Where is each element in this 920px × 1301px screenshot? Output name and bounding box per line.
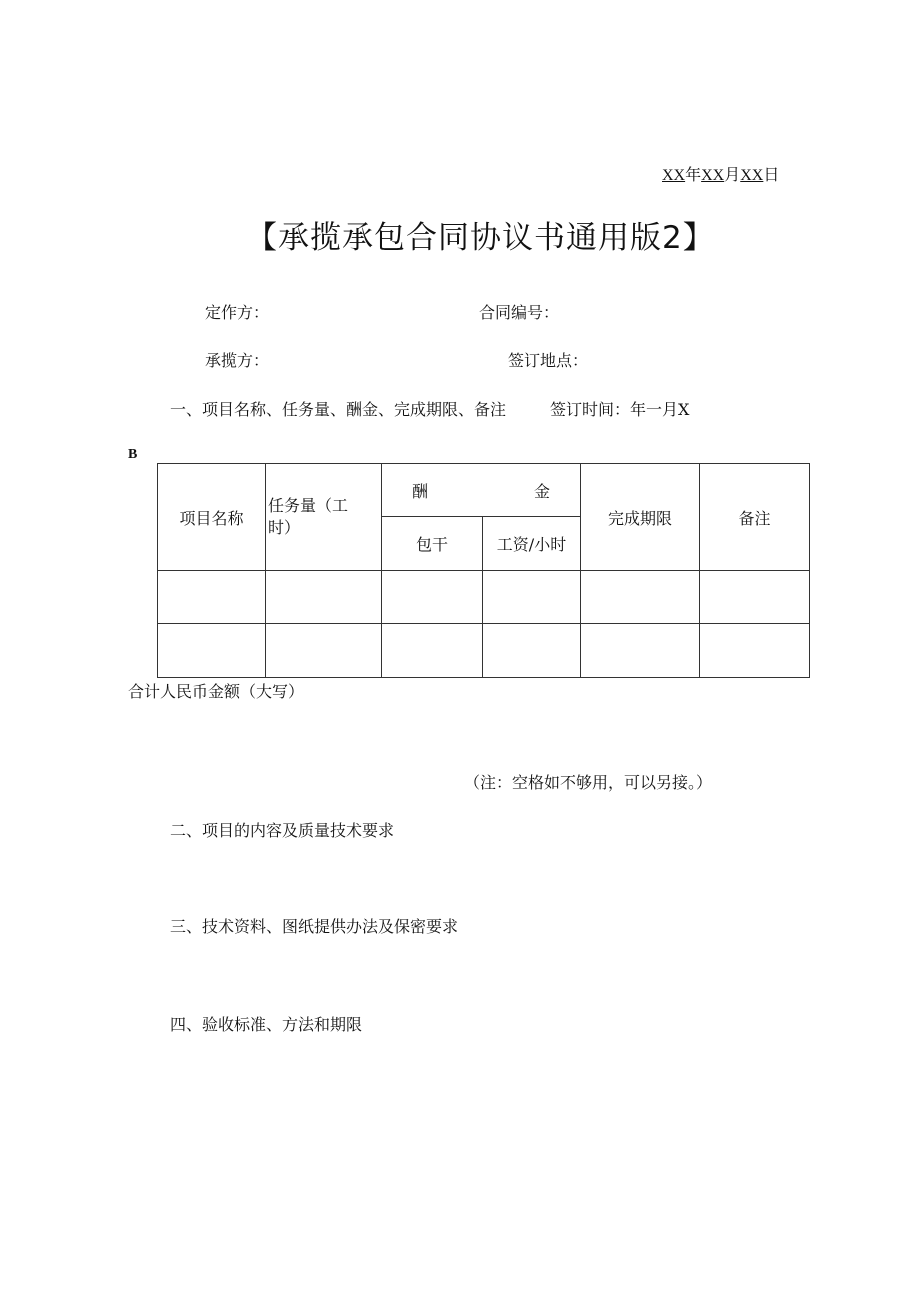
sign-time-label: 签订时间：年一月X <box>550 400 690 419</box>
header-remuneration-right: 金 <box>534 481 551 501</box>
table-cell[interactable] <box>483 571 581 624</box>
table-cell[interactable] <box>581 571 700 624</box>
table-row <box>158 571 810 624</box>
project-table <box>157 463 810 678</box>
document-date <box>662 162 779 185</box>
table-cell[interactable] <box>382 571 483 624</box>
margin-mark: B <box>128 447 138 462</box>
date-year: XX <box>662 167 686 184</box>
table-note: （注：空格如不够用，可以另接。） <box>464 773 713 792</box>
ordering-party-label: 定作方： <box>205 303 270 322</box>
header-remarks: 备注 <box>700 464 810 571</box>
table-row <box>158 624 810 678</box>
table-cell[interactable] <box>581 624 700 678</box>
table-cell[interactable] <box>158 624 266 678</box>
table-cell[interactable] <box>158 571 266 624</box>
header-remuneration-left: 酬 <box>411 481 428 501</box>
date-month-unit: 月 <box>724 165 741 184</box>
table-cell[interactable] <box>266 624 382 678</box>
header-project-name: 项目名称 <box>158 464 266 571</box>
header-workload <box>266 464 382 571</box>
header-workload-line-1: 任务量（工 <box>268 496 349 515</box>
table-cell[interactable] <box>483 624 581 678</box>
table-cell[interactable] <box>382 624 483 678</box>
header-workload-line-2: 时） <box>268 518 301 537</box>
date-day: XX <box>740 167 764 184</box>
contract-number-label: 合同编号： <box>479 303 560 322</box>
section-2-heading: 二、项目的内容及质量技术要求 <box>170 821 395 840</box>
table-cell[interactable] <box>266 571 382 624</box>
header-remuneration <box>382 464 581 517</box>
contractor-label: 承揽方： <box>205 351 270 370</box>
date-year-unit: 年 <box>685 165 702 184</box>
table-cell[interactable] <box>700 571 810 624</box>
header-wage-per-hour: 工资/小时 <box>483 517 581 571</box>
table-cell[interactable] <box>700 624 810 678</box>
section-3-heading: 三、技术资料、图纸提供办法及保密要求 <box>170 917 459 936</box>
total-amount-label: 合计人民币金额（大写） <box>128 682 305 701</box>
sign-place-label: 签订地点： <box>508 351 589 370</box>
section-4-heading: 四、验收标准、方法和期限 <box>170 1015 363 1034</box>
section-1-heading: 一、项目名称、任务量、酬金、完成期限、备注 <box>170 400 507 419</box>
date-month: XX <box>701 167 725 184</box>
header-deadline: 完成期限 <box>581 464 700 571</box>
header-lump-sum: 包干 <box>382 517 483 571</box>
document-title: 【承揽承包合同协议书通用版2】 <box>246 220 715 256</box>
date-day-unit: 日 <box>763 165 780 184</box>
